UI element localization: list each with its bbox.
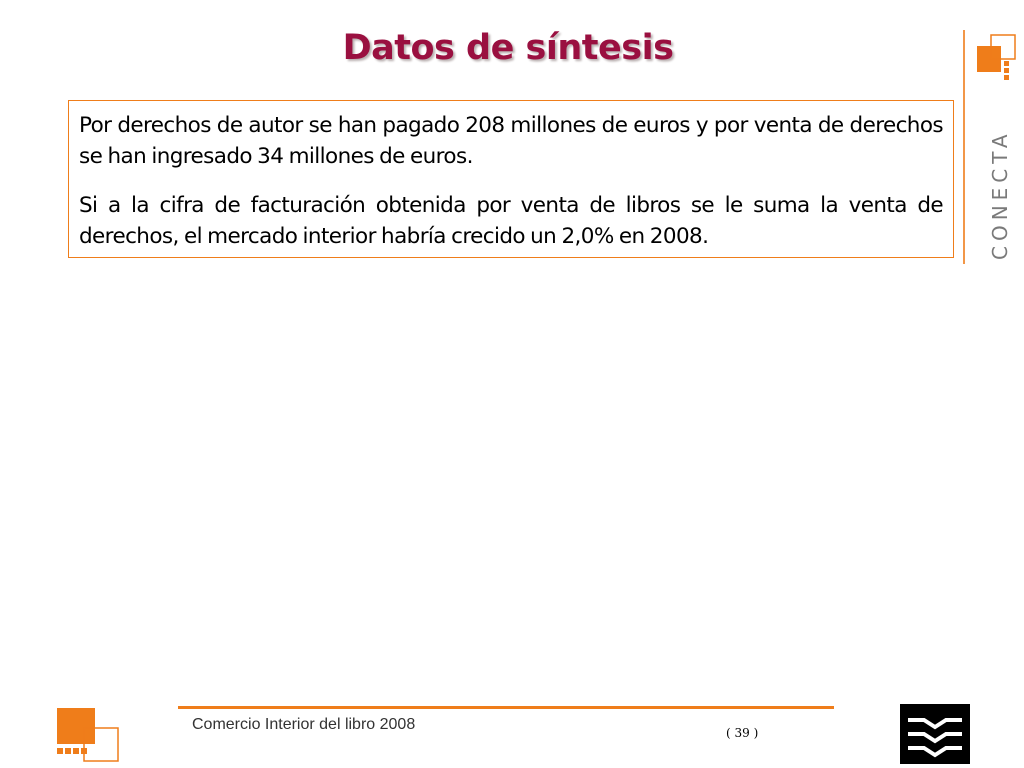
conecta-logo-text: CONECTA — [988, 129, 1012, 260]
side-divider — [963, 30, 965, 264]
orange-squares-icon — [977, 35, 1015, 80]
footer-text: Comercio Interior del libro 2008 — [192, 716, 416, 733]
book-logo-icon — [898, 702, 972, 766]
orange-squares-icon — [54, 706, 124, 764]
conecta-logo — [966, 30, 1022, 270]
page-number: ( 39 ) — [726, 726, 759, 740]
paragraph-rights: Por derechos de autor se han pagado 208 millones de euros y por venta de derechos se han ingresado 34 millones de euros. — [79, 113, 943, 169]
summary-textbox — [68, 100, 954, 258]
slide-title: Datos de síntesis — [342, 28, 674, 68]
footer-divider — [178, 706, 834, 709]
paragraph-market: Si a la cifra de facturación obtenida por venta de libros se le suma la venta de derechos, el mercado interior habría crecido un 2,0% en 2008. — [79, 193, 943, 249]
